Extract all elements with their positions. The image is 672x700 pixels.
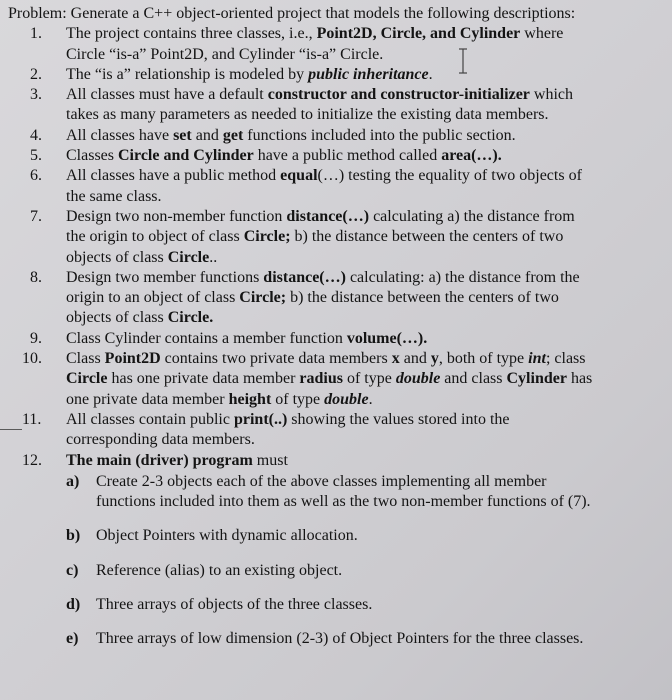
text-run: Three arrays of low dimension (2-3) of Object Pointers for the three classes. [96,630,584,648]
text-run: showing the values stored into the [287,410,510,428]
subitem-letter: c) [66,561,79,579]
text-run: constructor and constructor-initializer [267,86,530,104]
problem-document [8,4,668,650]
text-run: All classes have [66,126,174,144]
requirements-list [8,24,668,471]
text-run: The “is a” relationship is modeled by [66,65,309,83]
text-run: volume(…). [346,329,428,347]
text-run: where [520,25,564,43]
main-program-subitem [8,561,668,581]
text-run: and class [440,370,507,388]
text-run: calculating a) the distance from [369,207,575,225]
text-cursor-icon [457,48,469,74]
text-run: corresponding data members. [66,431,255,449]
main-program-subitem [8,526,668,546]
text-run: The main (driver) program [66,451,253,469]
item-number: 4. [30,126,42,144]
text-run: Class Cylinder contains a member function [66,329,347,347]
text-run: All classes must have a default [66,86,268,104]
text-run: Design two non-member function [66,207,287,225]
text-run: The project contains three classes, i.e., [66,25,317,43]
text-run: distance(…) [263,268,346,286]
item-number: 2. [30,65,42,83]
requirement-item [8,207,668,268]
item-number: 12. [22,451,42,469]
text-run: public inheritance [308,65,429,83]
text-run: Three arrays of objects of the three classes. [96,596,373,614]
text-run: int [528,350,546,368]
text-run: double [324,390,369,408]
text-run: All classes have a public method [66,167,281,185]
requirement-item [8,85,668,126]
main-program-subitem [8,629,668,649]
text-run: All classes contain public [66,410,234,428]
text-run: Cylinder [506,370,567,388]
item-number: 11. [22,410,42,428]
text-run: Design two member functions [66,268,264,286]
text-run: has [566,370,593,388]
requirement-item [8,146,668,166]
text-run: functions included into them as well as the two non-member functions of (7). [96,493,591,511]
requirement-item [8,451,668,471]
text-run: one private data member [66,390,229,408]
text-run: of type [271,390,325,408]
text-run: Class [66,350,105,368]
item-number: 6. [30,167,42,185]
text-run: Circle. [167,309,214,327]
text-run: the origin to object of class [66,228,244,246]
text-run: Point2D [104,350,161,368]
text-run: have a public method called [253,147,442,165]
text-run: Classes [66,147,118,165]
text-run: Reference (alias) to an existing object. [96,561,343,579]
requirement-item [8,24,668,65]
item-number: 1. [30,25,42,43]
subitem-letter: a) [66,472,80,490]
text-run: b) the distance between the centers of two [286,289,559,307]
text-run: origin to an object of class [66,289,240,307]
text-run: .. [209,248,218,266]
item-number: 5. [30,147,42,165]
text-run: objects of class [66,309,168,327]
text-run: which [529,86,573,104]
text-run: print(..) [233,410,288,428]
text-run: and [191,126,223,144]
text-run: functions included into the public section. [243,126,516,144]
text-run: equal [280,167,318,185]
text-run: get [222,126,244,144]
text-run: Create 2-3 objects each of the above classes implementing all member [96,472,547,490]
text-run: (…) testing the equality of two objects of [317,167,582,185]
margin-mark [0,429,22,430]
text-run: Circle [167,248,210,266]
text-run: area(…). [441,147,502,165]
text-run: Object Pointers with dynamic allocation. [96,527,358,545]
requirement-item [8,65,668,85]
subitem-letter: b) [66,527,81,545]
main-program-subitem [8,595,668,615]
text-run: x [391,350,400,368]
requirement-item [8,349,668,410]
text-run: . [368,390,373,408]
text-run: height [228,390,272,408]
text-run: takes as many parameters as needed to initialize the existing data members. [66,106,549,124]
text-run: calculating: a) the distance from the [345,268,580,286]
requirement-item [8,329,668,349]
subitem-letter: d) [66,596,81,614]
text-run: Circle; [239,289,287,307]
text-run: b) the distance between the centers of two [290,228,564,246]
text-run: Point2D, Circle, and Cylinder [316,25,521,43]
item-number: 8. [30,268,42,286]
requirement-item [8,410,668,451]
requirement-item [8,166,668,207]
text-run: Circle; [243,228,291,246]
text-run: Circle “is-a” Point2D, and Cylinder “is-a” Circle. [66,45,384,63]
problem-title: Problem: Generate a C++ object-oriented project that models the following descriptions: [8,5,576,22]
text-run: set [173,126,192,144]
text-run: distance(…) [286,207,370,225]
text-run: Circle and Cylinder [118,147,254,165]
subitem-letter: e) [66,630,79,648]
main-program-subitem [8,472,668,513]
text-run: has one private data member [107,370,300,388]
text-run: and [399,350,431,368]
item-number: 10. [22,350,42,368]
text-run: ; class [545,350,586,368]
text-run: double [395,370,441,388]
text-run: , both of type [438,350,529,368]
text-run: . [428,65,433,83]
text-run: the same class. [66,187,162,205]
text-run: of type [342,370,396,388]
text-run: must [252,451,288,469]
text-run: contains two private data members [160,350,392,368]
main-program-sublist [8,472,668,650]
requirement-item [8,126,668,146]
text-run: y [430,350,439,368]
item-number: 9. [30,329,42,347]
text-run: radius [299,370,343,388]
text-run: Circle [66,370,108,388]
text-run: objects of class [66,248,168,266]
requirement-item [8,268,668,329]
item-number: 7. [30,207,42,225]
item-number: 3. [30,86,42,104]
